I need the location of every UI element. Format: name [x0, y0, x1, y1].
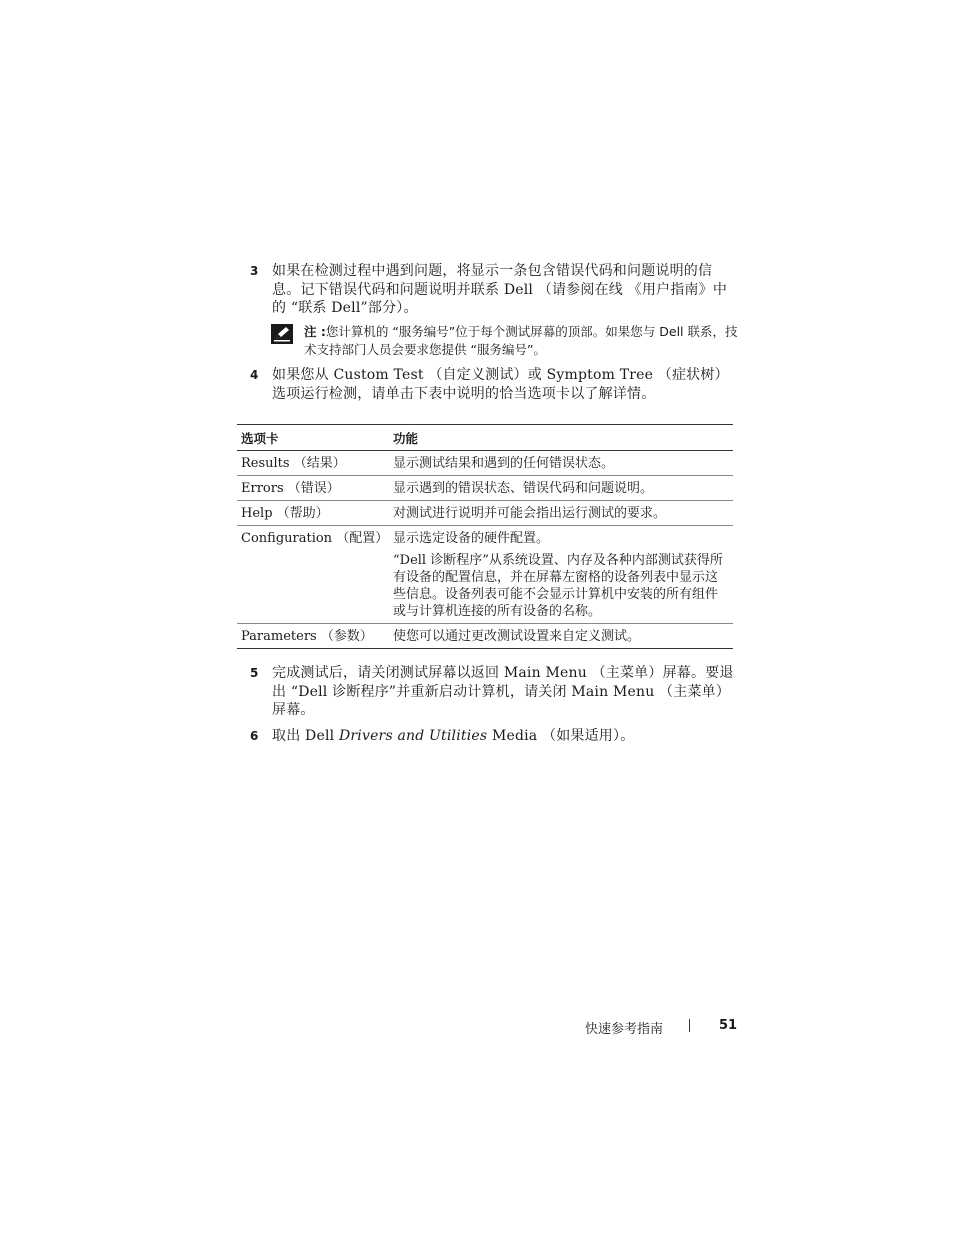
table-row — [237, 451, 733, 476]
cell-tab: Help （帮助） — [237, 501, 389, 526]
cell-function — [389, 526, 733, 624]
table-row — [237, 501, 733, 526]
note-label: 注 : — [304, 324, 326, 339]
step-number: 3 — [250, 264, 259, 278]
step-text-post: Media （如果适用）。 — [487, 728, 635, 744]
note-text — [304, 323, 741, 359]
table-header-row — [237, 425, 733, 451]
note — [271, 323, 741, 359]
cell-function-detail: “Dell 诊断程序”从系统设置、内存及各种内部测试获得所有设备的配置信息，并在屏幕左窗格的设备列表中显示这些信息。设备列表可能不会显示计算机中安装的所有组件或与计算机连接的所有设备的名称。 — [393, 553, 723, 619]
footer-title: 快速参考指南 — [585, 1022, 664, 1037]
step-5 — [250, 664, 740, 720]
cell-function: 显示测试结果和遇到的任何错误状态。 — [389, 451, 733, 476]
step-text — [272, 727, 740, 746]
cell-function: 对测试进行说明并可能会指出运行测试的要求。 — [389, 501, 733, 526]
step-6 — [250, 727, 740, 746]
step-text-pre: 取出 Dell — [272, 728, 339, 744]
header-tab: 选项卡 — [237, 425, 389, 451]
note-body: 您计算机的 “服务编号”位于每个测试屏幕的顶部。如果您与 Dell 联系，技术支持部门人员会要求您提供 “服务编号”。 — [304, 324, 738, 357]
table-row — [237, 526, 733, 624]
step-text: 如果在检测过程中遇到问题，将显示一条包含错误代码和问题说明的信息。记下错误代码和问题说明并联系 Dell （请参阅在线 《用户指南》中的 “联系 Dell”部分）。 — [272, 263, 728, 316]
cell-tab: Results （结果） — [237, 451, 389, 476]
cell-function-line: 显示选定设备的硬件配置。 — [393, 531, 550, 546]
step-text: 如果您从 Custom Test （自定义测试）或 Symptom Tree （症状树）选项运行检测，请单击下表中说明的恰当选项卡以了解详情。 — [272, 367, 729, 402]
cell-tab: Configuration （配置） — [237, 526, 389, 624]
table-row — [237, 476, 733, 501]
step-number: 4 — [250, 368, 259, 382]
table-row — [237, 624, 733, 649]
step-number: 6 — [250, 729, 259, 743]
footer-separator — [689, 1019, 690, 1032]
step-text-italic: Drivers and Utilities — [338, 728, 488, 744]
header-function: 功能 — [389, 425, 733, 451]
page-number: 51 — [719, 1018, 738, 1033]
tab-function-table — [237, 424, 733, 649]
step-4 — [250, 366, 740, 403]
pencil-note-icon — [271, 324, 293, 344]
cell-function: 使您可以通过更改测试设置来自定义测试。 — [389, 624, 733, 649]
cell-tab: Errors （错误） — [237, 476, 389, 501]
cell-tab: Parameters （参数） — [237, 624, 389, 649]
step-3 — [250, 262, 740, 318]
step-number: 5 — [250, 666, 259, 680]
cell-function: 显示遇到的错误状态、错误代码和问题说明。 — [389, 476, 733, 501]
step-text: 完成测试后，请关闭测试屏幕以返回 Main Menu （主菜单）屏幕。要退出 “Dell 诊断程序”并重新启动计算机，请关闭 Main Menu （主菜单）屏幕。 — [272, 665, 734, 718]
